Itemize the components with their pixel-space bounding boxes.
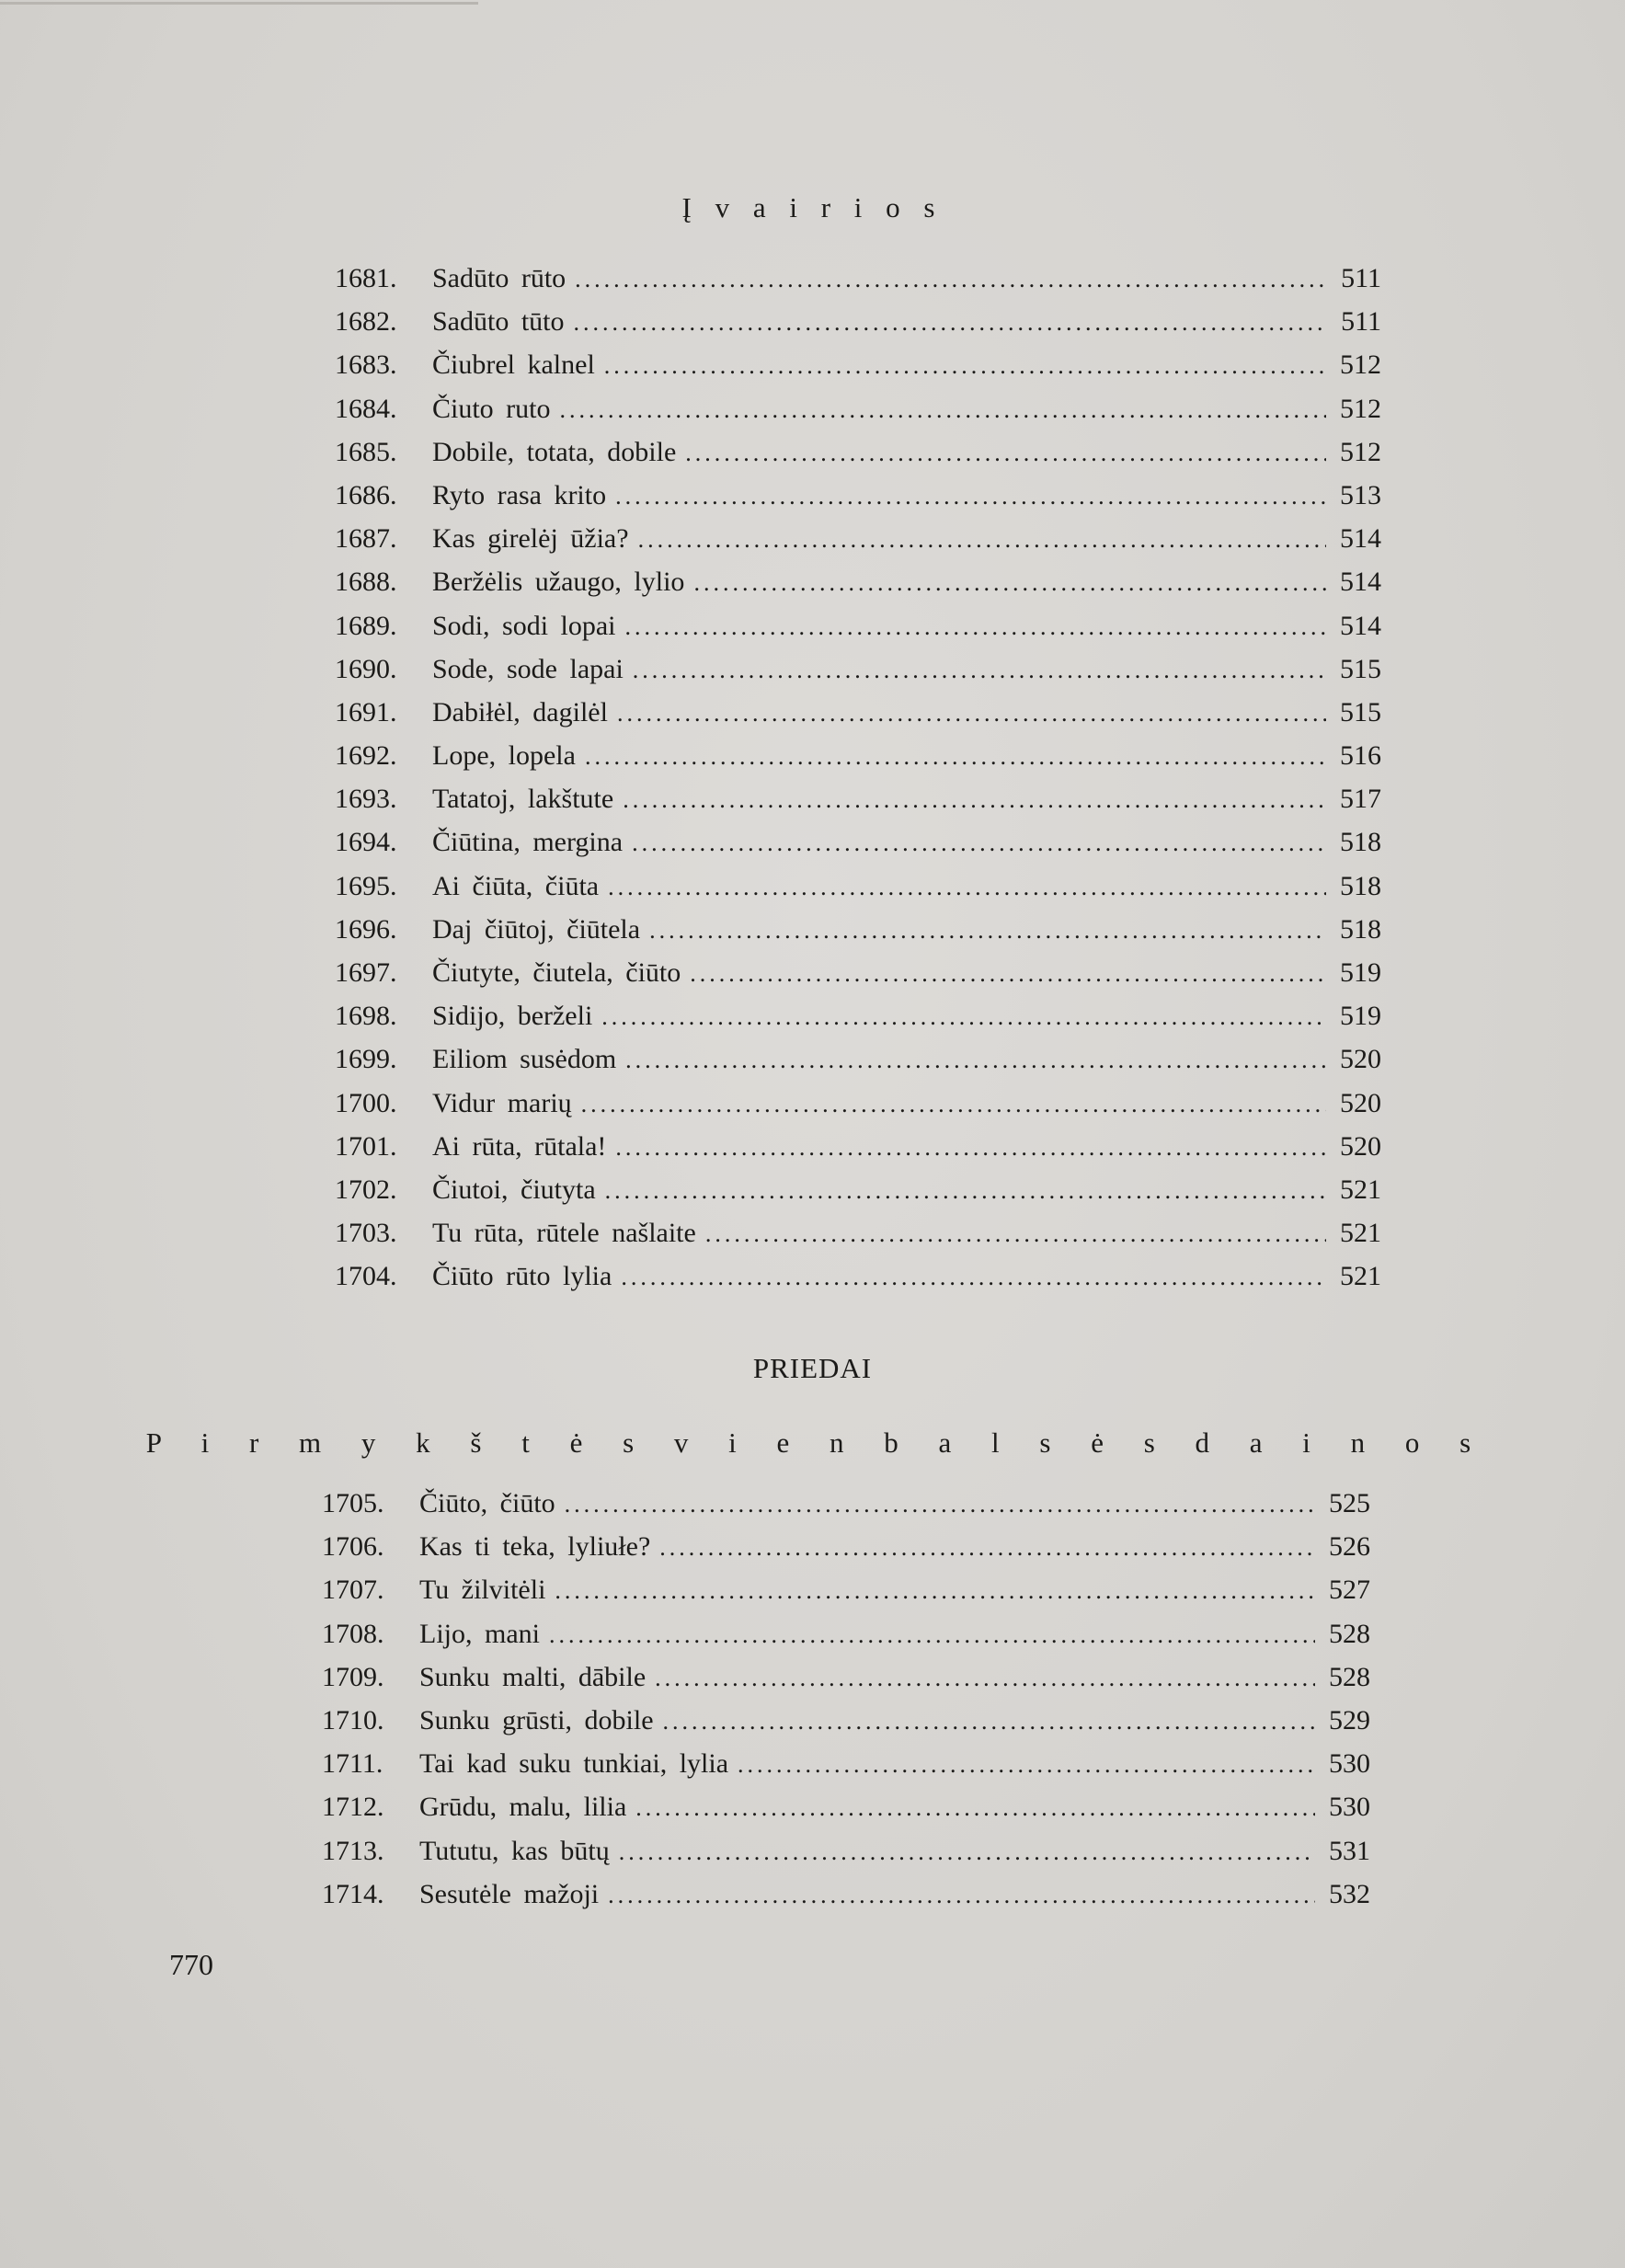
toc-entry xyxy=(335,654,1381,697)
toc-entry xyxy=(335,914,1381,957)
toc-entry xyxy=(335,697,1381,740)
toc-entry-number: 1701. xyxy=(335,1130,397,1162)
toc-entry-title: Sesutėle mažoji xyxy=(419,1878,600,1909)
toc-entry-page: 521 xyxy=(1340,1218,1381,1249)
toc-entry-title: Lijo, mani xyxy=(419,1618,540,1649)
toc-entry xyxy=(335,349,1381,393)
toc-entry xyxy=(322,1836,1370,1879)
dot-leader xyxy=(738,1751,1315,1779)
toc-entry-page: 518 xyxy=(1340,827,1381,858)
toc-entry xyxy=(322,1792,1370,1835)
toc-entry-number: 1711. xyxy=(322,1748,383,1780)
toc-entry-title: Sodi, sodi lopai xyxy=(432,610,616,641)
appendix-subheading: P i r m y k š t ė s v i e n b a l s ė s d a i n o s xyxy=(145,1426,1480,1459)
toc-entry xyxy=(322,1748,1370,1792)
toc-entry xyxy=(322,1619,1370,1662)
toc-entry-page: 520 xyxy=(1340,1130,1381,1162)
dot-leader xyxy=(632,830,1326,857)
toc-entry-number: 1706. xyxy=(322,1531,384,1563)
toc-entry xyxy=(322,1879,1370,1922)
toc-entry-number: 1691. xyxy=(335,696,397,727)
toc-entry-page: 518 xyxy=(1340,913,1381,945)
toc-entry-title: Tu žilvitėli xyxy=(419,1575,546,1606)
toc-entry xyxy=(335,1174,1381,1218)
toc-entry-page: 526 xyxy=(1329,1531,1370,1563)
toc-entry xyxy=(335,1001,1381,1044)
toc-entry-page: 530 xyxy=(1329,1748,1370,1780)
toc-entry-title: Čiutoi, čiutyta xyxy=(432,1174,596,1205)
toc-entry-title: Sode, sode lapai xyxy=(432,653,624,684)
toc-entry-page: 521 xyxy=(1340,1261,1381,1292)
toc-entry xyxy=(322,1705,1370,1748)
dot-leader xyxy=(633,657,1326,684)
toc-entry-number: 1695. xyxy=(335,870,397,901)
toc-entry-page: 525 xyxy=(1329,1488,1370,1518)
toc-entry-number: 1689. xyxy=(335,610,397,641)
toc-entry-page: 520 xyxy=(1340,1087,1381,1118)
toc-entry-number: 1692. xyxy=(335,740,397,772)
toc-entry-page: 512 xyxy=(1340,349,1381,381)
dot-leader xyxy=(659,1534,1315,1562)
toc-entry-number: 1710. xyxy=(322,1704,384,1735)
toc-entry xyxy=(335,394,1381,437)
toc-entry-page: 515 xyxy=(1340,696,1381,727)
dot-leader xyxy=(565,1491,1315,1518)
dot-leader xyxy=(621,1264,1326,1291)
dot-leader xyxy=(574,309,1326,337)
toc-entry-title: Ryto rasa krito xyxy=(432,479,607,510)
toc-entry-number: 1709. xyxy=(322,1661,384,1692)
toc-entry-number: 1708. xyxy=(322,1618,384,1649)
toc-entry-number: 1696. xyxy=(335,913,397,945)
toc-entry-number: 1703. xyxy=(335,1218,397,1249)
toc-entry-title: Sunku malti, dābile xyxy=(419,1661,647,1692)
toc-entry-page: 527 xyxy=(1329,1575,1370,1606)
toc-entry xyxy=(335,1088,1381,1131)
toc-entry-page: 515 xyxy=(1340,653,1381,684)
toc-entry-number: 1693. xyxy=(335,784,397,815)
section-heading-ivairios: Į v a i r i o s xyxy=(681,191,944,223)
toc-entry-title: Sunku grūsti, dobile xyxy=(419,1704,654,1735)
toc-entry xyxy=(335,523,1381,567)
toc-entry xyxy=(335,306,1381,349)
toc-entry-number: 1699. xyxy=(335,1044,397,1075)
toc-entry-number: 1698. xyxy=(335,1001,397,1032)
toc-entry-title: Sadūto rūto xyxy=(432,263,566,293)
dot-leader xyxy=(549,1621,1315,1649)
toc-entry xyxy=(335,1261,1381,1304)
toc-entry-page: 528 xyxy=(1329,1618,1370,1649)
toc-entry-page: 516 xyxy=(1340,740,1381,772)
toc-entry-page: 511 xyxy=(1341,263,1381,293)
toc-entry-title: Eiliom susėdom xyxy=(432,1044,617,1075)
toc-entry-page: 531 xyxy=(1329,1835,1370,1866)
toc-entry-number: 1702. xyxy=(335,1174,397,1205)
toc-entry-number: 1713. xyxy=(322,1835,384,1866)
appendix-title: PRIEDAI xyxy=(752,1352,873,1384)
dot-leader xyxy=(635,1794,1315,1822)
toc-entry-title: Čiūto rūto lylia xyxy=(432,1261,612,1292)
dot-leader xyxy=(649,917,1326,945)
toc-entry-number: 1685. xyxy=(335,436,397,467)
toc-entry-page: 514 xyxy=(1340,523,1381,555)
toc-entry xyxy=(322,1575,1370,1618)
toc-entry-number: 1690. xyxy=(335,653,397,684)
toc-entry xyxy=(335,263,1381,306)
toc-entry xyxy=(335,740,1381,784)
toc-entry xyxy=(335,1218,1381,1261)
toc-entry-title: Tatatoj, lakštute xyxy=(432,784,614,815)
toc-entry-page: 517 xyxy=(1340,784,1381,815)
toc-entry-title: Daj čiūtoj, čiūtela xyxy=(432,913,641,945)
toc-entry-title: Sidijo, berželi xyxy=(432,1001,593,1032)
toc-entry-number: 1681. xyxy=(335,263,397,293)
dot-leader xyxy=(560,396,1326,424)
dot-leader xyxy=(555,1577,1315,1605)
dot-leader xyxy=(608,1882,1315,1909)
toc-entry-page: 512 xyxy=(1340,393,1381,424)
toc-entry-number: 1686. xyxy=(335,479,397,510)
toc-entry-title: Tututu, kas būtų xyxy=(419,1835,610,1866)
toc-entry xyxy=(335,957,1381,1001)
toc-entry-number: 1714. xyxy=(322,1878,384,1909)
dot-leader xyxy=(615,1134,1326,1162)
dot-leader xyxy=(655,1665,1315,1692)
dot-leader xyxy=(581,1091,1326,1118)
toc-entry-page: 513 xyxy=(1340,479,1381,510)
toc-entry-title: Čiūtina, mergina xyxy=(432,827,624,858)
toc-entry-number: 1697. xyxy=(335,957,397,988)
dot-leader xyxy=(608,874,1326,901)
toc-entry-number: 1694. xyxy=(335,827,397,858)
toc-entry-title: Lope, lopela xyxy=(432,740,576,772)
toc-entry-title: Sadūto tūto xyxy=(432,306,565,338)
dot-leader xyxy=(638,526,1326,554)
dot-leader xyxy=(685,440,1326,467)
toc-entry-page: 530 xyxy=(1329,1792,1370,1823)
toc-entry-title: Čiubrel kalnel xyxy=(432,349,595,381)
page-number: 770 xyxy=(169,1948,213,1981)
toc-entry-page: 532 xyxy=(1329,1878,1370,1909)
toc-entry-page: 511 xyxy=(1341,306,1381,338)
toc-entry-number: 1687. xyxy=(335,523,397,555)
dot-leader xyxy=(617,700,1326,727)
dot-leader xyxy=(623,786,1326,814)
dot-leader xyxy=(693,569,1326,597)
dot-leader xyxy=(615,483,1326,510)
toc-entry xyxy=(322,1662,1370,1705)
toc-entry-title: Čiutyte, čiutela, čiūto xyxy=(432,957,681,988)
toc-entry-number: 1700. xyxy=(335,1087,397,1118)
toc-entry-page: 519 xyxy=(1340,957,1381,988)
toc-entry-number: 1704. xyxy=(335,1261,397,1292)
dot-leader xyxy=(625,1047,1326,1074)
toc-entry-title: Čiuto ruto xyxy=(432,393,551,424)
toc-entry xyxy=(335,784,1381,827)
toc-entry-page: 528 xyxy=(1329,1661,1370,1692)
top-edge-rule xyxy=(0,2,478,5)
dot-leader xyxy=(690,960,1326,988)
toc-entry-title: Grūdu, malu, lilia xyxy=(419,1792,627,1823)
toc-entry xyxy=(335,1131,1381,1174)
toc-entry-number: 1688. xyxy=(335,567,397,598)
toc-entry-title: Dabiłėl, dagilėl xyxy=(432,696,608,727)
toc-entry-number: 1705. xyxy=(322,1488,384,1518)
toc-entry-title: Beržėlis užaugo, lylio xyxy=(432,567,685,598)
toc-entry xyxy=(335,827,1381,870)
toc-entry-title: Vidur marių xyxy=(432,1087,572,1118)
dot-leader xyxy=(663,1708,1315,1735)
toc-entry xyxy=(335,611,1381,654)
toc-list-ivairios xyxy=(335,263,1381,1305)
toc-entry-page: 518 xyxy=(1340,870,1381,901)
toc-entry-title: Ai rūta, rūtala! xyxy=(432,1130,607,1162)
toc-entry-number: 1682. xyxy=(335,306,397,338)
toc-entry-page: 514 xyxy=(1340,567,1381,598)
toc-entry-number: 1707. xyxy=(322,1575,384,1606)
toc-entry-title: Tu rūta, rūtele našlaite xyxy=(432,1218,696,1249)
toc-entry xyxy=(335,480,1381,523)
toc-entry xyxy=(322,1531,1370,1575)
dot-leader xyxy=(619,1838,1315,1866)
toc-entry-title: Kas ti teka, lyliułe? xyxy=(419,1531,651,1563)
toc-entry xyxy=(335,437,1381,480)
toc-entry-page: 512 xyxy=(1340,436,1381,467)
toc-entry-number: 1684. xyxy=(335,393,397,424)
toc-entry-number: 1683. xyxy=(335,349,397,381)
toc-entry-page: 529 xyxy=(1329,1704,1370,1735)
toc-entry-page: 521 xyxy=(1340,1174,1381,1205)
dot-leader xyxy=(585,743,1326,771)
toc-entry xyxy=(335,567,1381,610)
dot-leader xyxy=(575,266,1326,293)
toc-entry-title: Dobile, totata, dobile xyxy=(432,436,677,467)
toc-entry-page: 520 xyxy=(1340,1044,1381,1075)
dot-leader xyxy=(604,352,1326,380)
toc-entry-page: 519 xyxy=(1340,1001,1381,1032)
toc-entry-title: Kas girelėj ūžia? xyxy=(432,523,629,555)
toc-entry xyxy=(335,1044,1381,1087)
toc-entry xyxy=(322,1488,1370,1531)
dot-leader xyxy=(625,613,1326,641)
toc-entry xyxy=(335,871,1381,914)
toc-list-priedai xyxy=(322,1488,1370,1922)
dot-leader xyxy=(601,1003,1326,1031)
toc-entry-page: 514 xyxy=(1340,610,1381,641)
dot-leader xyxy=(705,1220,1326,1248)
toc-entry-title: Ai čiūta, čiūta xyxy=(432,870,600,901)
toc-entry-title: Tai kad suku tunkiai, lylia xyxy=(419,1748,729,1780)
toc-entry-title: Čiūto, čiūto xyxy=(419,1488,555,1518)
dot-leader xyxy=(605,1177,1326,1205)
toc-entry-number: 1712. xyxy=(322,1792,384,1823)
